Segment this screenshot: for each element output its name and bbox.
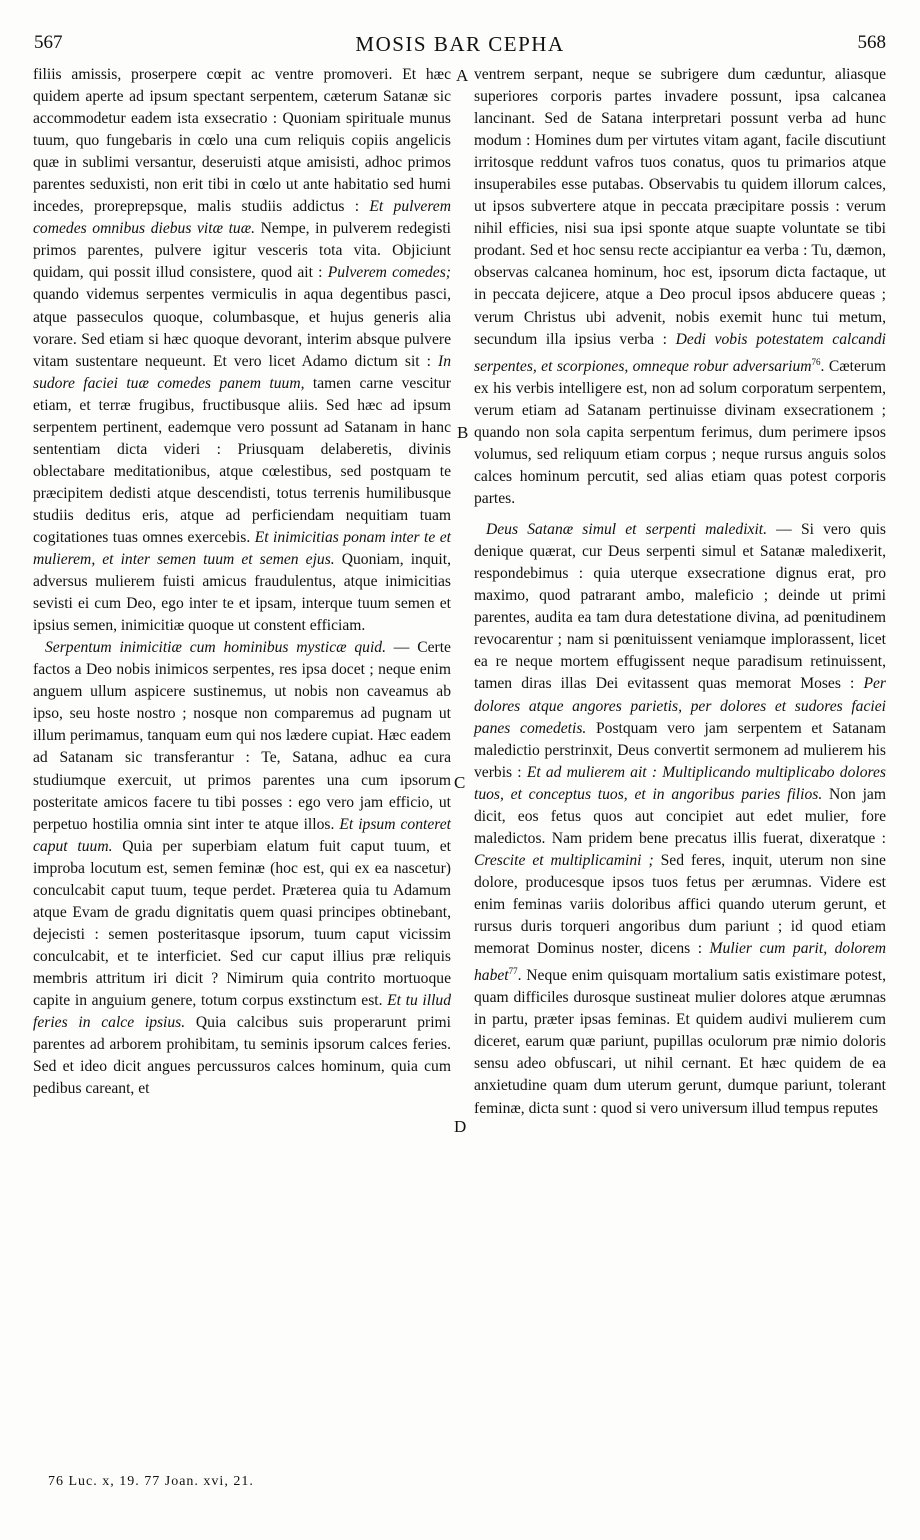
footnote-ref: 76 <box>811 356 821 367</box>
scripture-quote: Et pulverem comedes omnibus diebus vitæ tuæ. <box>33 198 451 238</box>
scripture-quote: Et ad mulierem ait : Multiplicando multiplicabo dolores tuos, et conceptus tuos, et in angoribus paries filios. <box>474 763 886 803</box>
paragraph: ventrem serpant, neque se subrigere dum cæduntur, aliasque superiores corporis partes invadere possunt, ipsa calcanea lancinant. Sed de Satana interpretari possunt verba ad hunc modum : Homines dum per virtutes vitam agant, facile discutiunt irritosque reddunt vafros tuos conatus, quos tu primarios atque insuperabiles esse putabas. Observabis tu quidem illorum calces, ut ipsos subvertere atque in peccata præcipitare possis : verum nihil efficies, nisi sua ipsi sponte atque suapte voluntate se tibi prodant. Sed et hoc sensu recte accipiantur ea verba : Tu, dæmon, observas calcanea hominum, hoc est, ipsorum dicta factaque, ut in peccata dejicere, atque a Deo procul ipsos abducere queas ; verum Christus ubi advenit, nobis exemit hunc tui metum, secundum illa ipsius verba : Dedi vobis potestatem calcandi serpentes, et scorpiones, omneque robur adversarium$^{76}$. Cæterum ex his verbis intelligere est, non ad solum corporatum serpentem, verum etiam ad Satanam pertinuisse divinam exsecrationem ; quando non sola capita serpentum ferimus, dum perimere ipsos volumus, sed reliquum etiam corpus ; neque rursus anguis solos calces hominum percutit, sed alias etiam quas potest corporis partes. <box>474 66 886 508</box>
section-marker-b: B <box>457 423 469 442</box>
paragraph: filiis amissis, proserpere cœpit ac ventre promoveri. Et hæc quidem aperte ad ipsum spectant serpentem, cæterum Satanæ sic accommodetur eadem ista exsecratio : Quoniam spirituale munus tuum, quo fungebaris in cœlo una cum reliquis copiis angelicis quæ in sublimi versantur, deseruisti atque amisisti, adhoc primos parentes seduxisti, non erit tibi in cœlo ut ante habitatio sed humi incedes, proreprepsque, malis studiis addictus : Et pulverem comedes omnibus diebus vitæ tuæ. Nempe, in pulverem redegisti primos parentes, pulvere igitur vesceris tota vita. Objiciunt quidam, qui possit illud consistere, quod ait : Pulverem comedes; quando videmus serpentes vermiculis in aqua degentibus pasci, atque passeculos quoque, columbasque, et hujus generis alia vorare. Sed etiam si hæc quoque devorant, interim absque pulvere vitam sustentare nequeunt. Et vero licet Adamo dictum sit : In sudore faciei tuæ comedes panem tuum, tamen carne vescitur etiam, et terræ frugibus, fructibusque aliis. Sed hæc ad ipsum serpentem pertinent, eademque vero possunt ad Satanam in hanc sententiam dicta videri : Priusquam delaberetis, divinis oblectabare meditationibus, atque cœlestibus, sed postquam te præcipitem dedisti atque descendisti, totus terrenis humilibusque studiis deditus eris, atque ad perficiendam nequitiam tuam cogitationes tuas omnes exercebis. Et inimicitias ponam inter te et mulierem, et inter semen tuum et semen ejus. Quoniam, inquit, adversus mulierem fuisti amicus fraudulentus, atque inimicitias sevisti ei cum Deo, ego inter te et ipsam, interque tuum semen et ipsius semen, inimicitiæ quoque ut constent efficiam. <box>33 66 451 635</box>
paragraph: Deus Satanæ simul et serpenti maledixit. — Si vero quis denique quærat, cur Deus serpenti simul et Satanæ maledixerit, respondebimus : quia uterque exsecratione dignus erat, pro maximo, quod patrarant ambo, maleficio ; deinde ut primi parentes, audita ea tam dura detestatione divina, ad pœnitudinem revocarentur ; nam si pœnituissent veniamque implorassent, licet ea re neque mortem effugissent neque paradisum retinuissent, tamen diras illas Dei evitassent quas memorat Moses : Per dolores atque angores parietis, per dolores et sudores faciei panes comedetis. Postquam vero jam serpentem et Satanam maledictio perstrinxit, Deus convertit sermonem ad mulierem his verbis : Et ad mulierem ait : Multiplicando multiplicabo dolores tuos, et conceptus tuos, et in angoribus paries filios. Non jam dicit, eos fetus quos aut concipiet aut edet mulier, fore maledictos. Nam pridem bene precatus illis fuerat, dixeratque : Crescite et multiplicamini ; Sed feres, inquit, uterum non sine dolore, producesque ipsos tuos fetus per ærumnas. Videre est enim feminas variis doloribus affici quando uterum gerunt, et rursus duris torqueri angoribus dum pariunt ; id quod etiam memorat Dominus noster, dicens : Mulier cum parit, dolorem habet$^{77}$. Neque enim quisquam mortalium satis existimare potest, quam difficiles durosque sustineat mulier dolores atque ærumnas in partu, præter ipsas feminas. Et quidem audivi mulierem cum diceret, earum quæ pariunt, pupillas oculorum præ nimio doloris sensu adeo obfuscari, ut nihil cernant. Et hæc quidem de ea anxietudine quam dum uterum gerunt, dumque pariunt, tolerant feminæ, dicta sunt : quod si vero universum illud tempus reputes <box>474 521 886 1117</box>
footnotes: 76 Luc. x, 19. 77 Joan. xvi, 21. <box>48 1474 254 1489</box>
section-marker-d: D <box>454 1117 467 1136</box>
scripture-quote: Per dolores atque angores parietis, per dolores et sudores faciei panes comedetis. <box>474 675 886 737</box>
running-title: MOSIS BAR CEPHA <box>355 32 565 56</box>
left-column <box>33 64 451 1100</box>
section-heading: Deus Satanæ simul et serpenti maledixit. <box>486 521 768 539</box>
scripture-quote: Pulverem comedes; <box>327 264 451 282</box>
scripture-quote: Et tu illud feries in calce ipsius. <box>33 991 452 1032</box>
page-number-left: 567 <box>34 32 63 53</box>
scripture-quote: Crescite et multiplicamini ; <box>474 851 654 869</box>
right-column <box>474 64 886 1120</box>
paragraph: Serpentum inimicitiæ cum hominibus mysticæ quid. — Certe factos a Deo nobis inimicos serpentes, res ipsa docet ; neque enim anguem ullum aspicere sustinemus, ut nobis non caveamus ab ipso, seu hoste nostro ; nosque non comparemus ad pugnam ut illum perimamus, tanquam eum qui nos lædere cupiat. Hæc eadem ad Satanam sic transferantur : Te, Satana, adhuc ea cura studiumque exercuit, ut primos parentes una cum ipsorum posteritate amicos facere tu tibi posses : ego vero jam efficio, ut perpetuo hostilia omnia sint inter te atque illos. Et ipsum conteret caput tuum. Quia per superbiam elatum fuit caput tuum, et improba locutum est, semen feminæ (hoc est, qui ex ea nascetur) conculcabit caput tuum, teque perdet. Præterea quia tu Adamum atque Evam de gradu dignitatis quem quasi principes obtinebant, dejecisti : semen posteritasque ipsorum, tuum caput vicissim conculcabit, et te interficiet. Sed cur caput illius præ reliquis membris attritum iri dicit ? Nimirum quia contrito mortuoque capite in anguium genere, totum corpus exstinctum est. Et tu illud feries in calce ipsius. Quia calcibus suis properarunt primi parentes ad arborem prohibitam, tu seminis ipsorum calces feries. Sed et ideo dicit angues percussuros calces hominum, quia cum pedibus careant, et <box>33 639 452 1098</box>
section-marker-c: C <box>454 773 466 792</box>
scripture-quote: Et inimicitias ponam inter te et mulierem, et inter semen tuum et semen ejus. <box>33 528 451 569</box>
section-marker-a: A <box>456 66 469 85</box>
page-number-right: 568 <box>857 32 886 53</box>
scripture-quote: In sudore faciei tuæ comedes panem tuum, <box>33 352 451 392</box>
section-heading: Serpentum inimicitiæ cum hominibus mysticæ quid. <box>45 639 386 657</box>
scripture-quote: Et ipsum conteret caput tuum. <box>33 815 451 855</box>
footnote-ref: 77 <box>508 966 518 977</box>
scripture-quote: Dedi vobis potestatem calcandi serpentes, et scorpiones, omneque robur adversarium <box>474 330 886 375</box>
page-header <box>30 32 890 62</box>
scripture-quote: Mulier cum parit, dolorem habet <box>474 940 886 985</box>
